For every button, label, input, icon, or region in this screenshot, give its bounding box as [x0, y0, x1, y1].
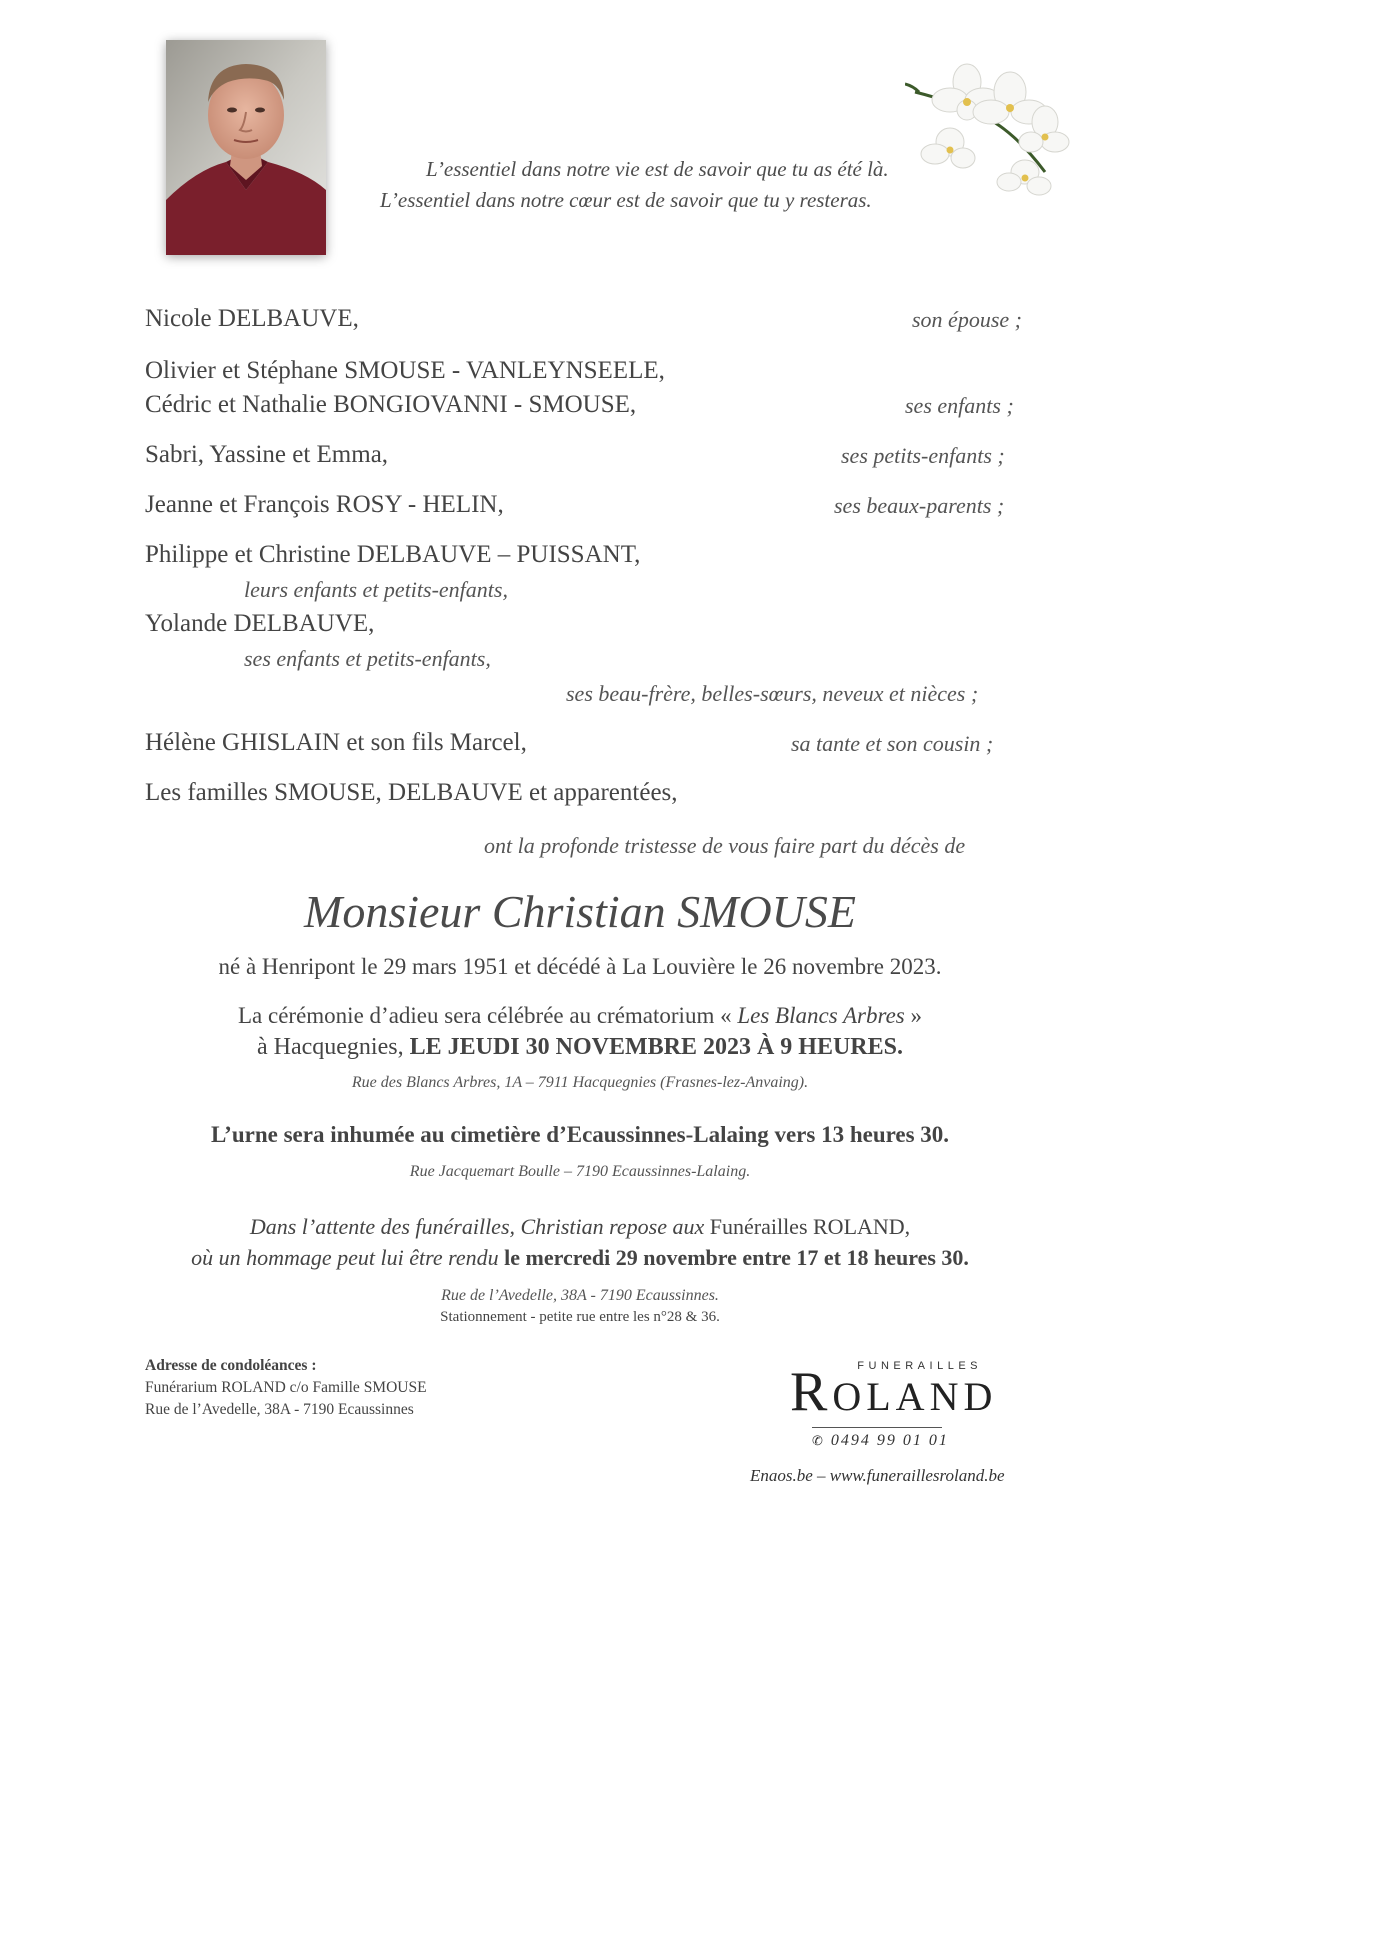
rest-line-2 — [0, 1245, 1160, 1271]
family-name: Cédric et Nathalie BONGIOVANNI - SMOUSE, — [145, 391, 637, 418]
parking-note: Stationnement - petite rue entre les n°28 & 36. — [440, 1309, 720, 1325]
family-name: Nicole DELBAUVE, — [145, 305, 359, 332]
rest-text: où un hommage peut lui être rendu — [191, 1245, 505, 1270]
rest-line-1 — [0, 1214, 1160, 1240]
orchid-decoration — [905, 62, 1075, 202]
family-relation: ses enfants ; — [905, 393, 1014, 418]
ceremony-address: Rue des Blancs Arbres, 1A – 7911 Hacquegnies (Frasnes-lez-Anvaing). — [351, 1074, 809, 1091]
family-name: Les familles SMOUSE, DELBAUVE et apparentées, — [145, 779, 678, 806]
ceremony-date: LE JEUDI 30 NOVEMBRE 2023 À 9 HEURES. — [409, 1034, 903, 1060]
condolences-title: Adresse de condoléances : — [145, 1357, 317, 1374]
rest-text: Dans l’attente des funérailles, Christian repose aux — [249, 1214, 710, 1239]
condolences-block — [145, 1355, 427, 1421]
family-relation: sa tante et son cousin ; — [791, 731, 994, 756]
phone-icon: ✆ — [812, 1433, 825, 1448]
rest-address: Rue de l’Avedelle, 38A - 7190 Ecaussinnes. — [441, 1287, 719, 1304]
quote-line-2: L’essentiel dans notre cœur est de savoir que tu y resteras. — [380, 188, 872, 212]
ceremony-text: La cérémonie d’adieu sera célébrée au crématorium « — [238, 1003, 738, 1028]
logo-divider — [812, 1427, 942, 1428]
family-relation: ses beaux-parents ; — [834, 493, 1005, 518]
logo-phone: 0494 99 01 01 — [830, 1432, 949, 1449]
tribute-date: le mercredi 29 novembre entre 17 et 18 heures 30. — [504, 1245, 969, 1270]
logo-rest: OLAND — [832, 1374, 998, 1419]
logo-small-text: FUNERAILLES — [857, 1360, 982, 1372]
portrait-image — [166, 40, 326, 255]
condolences-line-1: Funérarium ROLAND c/o Famille SMOUSE — [145, 1379, 427, 1396]
footer-websites: Enaos.be – www.funeraillesroland.be — [750, 1466, 1005, 1485]
family-name: Olivier et Stéphane SMOUSE - VANLEYNSEELE, — [145, 357, 665, 384]
crematorium-name: Les Blancs Arbres — [737, 1003, 905, 1028]
ceremony-line-1 — [0, 1003, 1160, 1029]
family-name: Sabri, Yassine et Emma, — [145, 441, 389, 468]
logo-initial: R — [790, 1361, 833, 1423]
roland-logo — [790, 1360, 998, 1450]
family-relation: ses petits-enfants ; — [841, 443, 1005, 468]
orchid-icon — [905, 62, 1075, 202]
family-name: Philippe et Christine DELBAUVE – PUISSANT, — [145, 541, 641, 568]
logo-wordmark — [790, 1361, 998, 1423]
family-sub: ses enfants et petits-enfants, — [244, 646, 491, 671]
family-name: Jeanne et François ROSY - HELIN, — [145, 491, 504, 518]
condolences-line-2: Rue de l’Avedelle, 38A - 7190 Ecaussinnes — [145, 1401, 414, 1418]
family-name: Hélène GHISLAIN et son fils Marcel, — [145, 729, 527, 756]
family-relation: son épouse ; — [912, 307, 1022, 332]
family-relation: ses beau-frère, belles-sœurs, neveux et nièces ; — [566, 681, 979, 706]
deceased-portrait — [166, 40, 326, 255]
ceremony-line-2 — [0, 1034, 1160, 1061]
family-sub: leurs enfants et petits-enfants, — [244, 577, 508, 602]
logo-phone-row — [812, 1432, 990, 1450]
urn-address: Rue Jacquemart Boulle – 7190 Ecaussinnes-Lalaing. — [409, 1163, 751, 1180]
ceremony-text: » — [904, 1003, 922, 1028]
birth-death-text: né à Henripont le 29 mars 1951 et décédé à La Louvière le 26 novembre 2023. — [218, 954, 942, 979]
announcement-text: ont la profonde tristesse de vous faire part du décès de — [484, 833, 966, 858]
urn-text: L’urne sera inhumée au cimetière d’Ecaussinnes-Lalaing vers 13 heures 30. — [210, 1122, 950, 1147]
quote-line-1: L’essentiel dans notre vie est de savoir que tu as été là. — [426, 157, 889, 181]
family-name: Yolande DELBAUVE, — [145, 610, 375, 637]
deceased-name: Monsieur Christian SMOUSE — [304, 886, 856, 937]
funeral-home-name: Funérailles ROLAND, — [709, 1214, 911, 1239]
ceremony-place: à Hacquegnies, — [256, 1034, 410, 1060]
